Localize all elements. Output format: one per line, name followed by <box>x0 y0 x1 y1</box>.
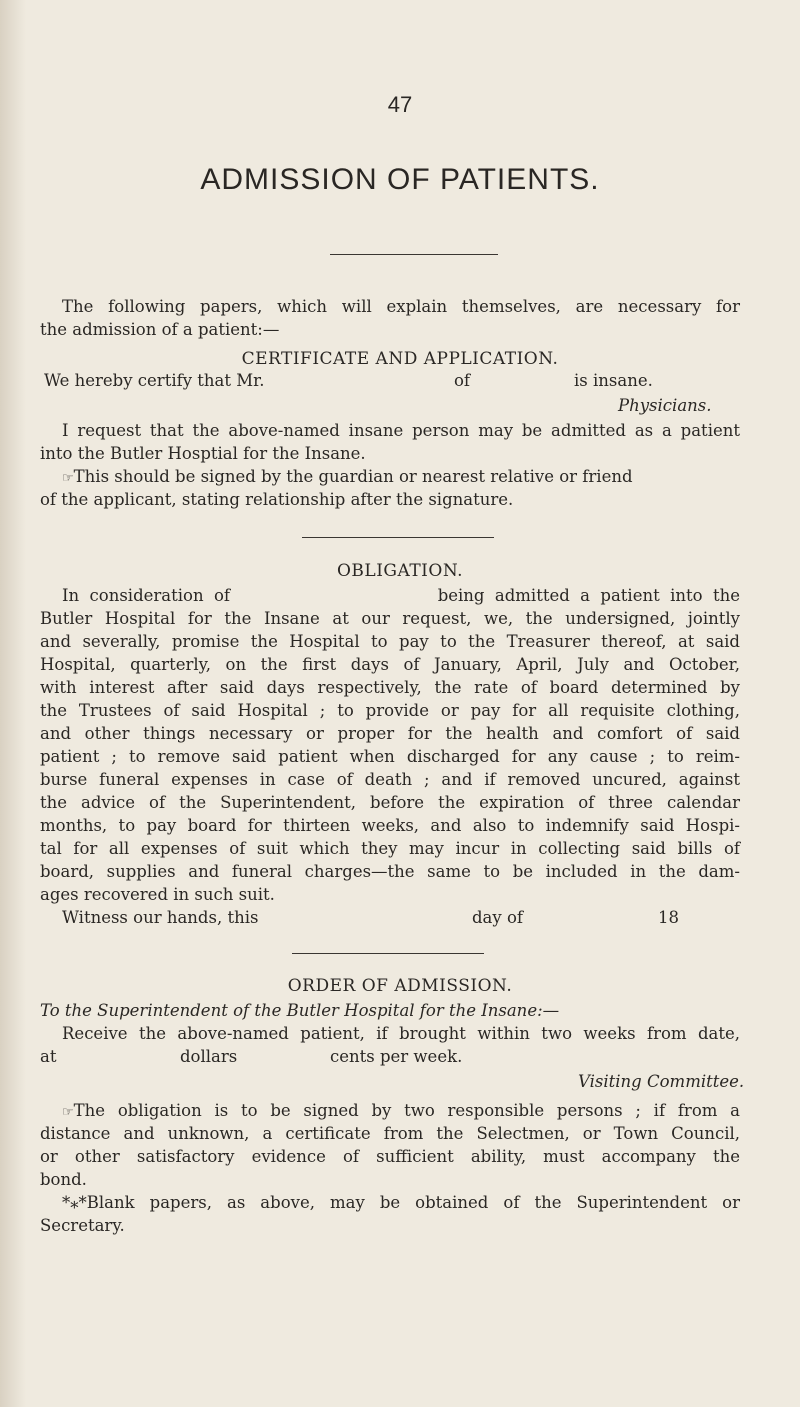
obligation-line: with interest after said days respectively, the rate of board determined by <box>40 678 740 697</box>
footnote-1-line: distance and unknown, a certificate from the Selectmen, or Town Council, <box>40 1124 740 1143</box>
order-dollars-text: dollars <box>180 1047 238 1066</box>
request-line-2: into the Butler Hosptial for the Insane. <box>40 444 366 463</box>
footnote-2-text: Blank papers, as above, may be obtained of the Superintendent or <box>86 1193 740 1212</box>
witness-text: Witness our hands, this <box>62 908 259 927</box>
order-cents-text: cents per week. <box>330 1047 463 1066</box>
order-at-text: at <box>40 1047 57 1066</box>
witness-day-text: day of <box>472 908 524 927</box>
footnote-1-line: or other satisfactory evidence of sufficient ability, must accompany the <box>40 1147 740 1166</box>
certificate-note-text: This should be signed by the guardian or nearest relative or friend <box>73 467 633 486</box>
intro-line-2: the admission of a patient:— <box>40 320 280 339</box>
certificate-note-line-1 <box>62 466 740 490</box>
obligation-line: tal for all expenses of suit which they may incur in collecting said bills of <box>40 839 740 858</box>
title-rule <box>330 254 498 255</box>
obligation-line: ages recovered in such suit. <box>40 885 275 904</box>
footnote-1-line-1 <box>62 1100 740 1124</box>
obligation-line: In consideration of being admitted a patient into the <box>62 586 740 605</box>
certify-text: We hereby certify that Mr. <box>44 371 265 390</box>
obligation-heading: OBLIGATION. <box>336 561 464 581</box>
asterism: *⁎* <box>62 1193 87 1212</box>
obligation-line: and severally, promise the Hospital to pay to the Treasurer thereof, at said <box>40 632 740 651</box>
footnote-2-line: Secretary. <box>40 1216 125 1235</box>
insane-text: is insane. <box>574 371 653 390</box>
obligation-line: and other things necessary or proper for the health and comfort of said <box>40 724 740 743</box>
page-number: 47 <box>387 92 413 117</box>
order-line-1: Receive the above-named patient, if brought within two weeks from date, <box>62 1024 740 1043</box>
section-rule-1 <box>302 537 494 538</box>
physicians-signature: Physicians. <box>618 396 712 415</box>
footnote-1-text: The obligation is to be signed by two responsible persons ; if from a <box>73 1101 740 1120</box>
footnote-1-line: bond. <box>40 1170 87 1189</box>
witness-year-text: 18 <box>658 908 679 927</box>
obligation-line: patient ; to remove said patient when discharged for any cause ; to reim- <box>40 747 740 766</box>
certificate-heading: CERTIFICATE AND APPLICATION. <box>241 349 559 369</box>
obligation-line: burse funeral expenses in case of death ; and if removed uncured, against <box>40 770 740 789</box>
section-rule-2 <box>292 953 484 954</box>
obligation-line: months, to pay board for thirteen weeks, and also to indemnify said Hospi- <box>40 816 740 835</box>
intro-line-1: The following papers, which will explain themselves, are necessary for <box>62 297 740 316</box>
certificate-note-line-2: of the applicant, stating relationship after the signature. <box>40 490 514 509</box>
pointing-hand-icon: ☞ <box>62 471 74 486</box>
obligation-line: Butler Hospital for the Insane at our request, we, the undersigned, jointly <box>40 609 740 628</box>
order-heading: ORDER OF ADMISSION. <box>287 976 513 996</box>
pointing-hand-icon: ☞ <box>62 1105 74 1120</box>
request-line-1: I request that the above-named insane person may be admitted as a patient <box>62 421 740 440</box>
obligation-line: board, supplies and funeral charges—the same to be included in the dam- <box>40 862 740 881</box>
page-title: ADMISSION OF PATIENTS. <box>200 163 600 196</box>
page-edge-shadow <box>0 0 26 1407</box>
committee-signature: Visiting Committee. <box>578 1072 745 1091</box>
obligation-line: Hospital, quarterly, on the first days of January, April, July and October, <box>40 655 740 674</box>
of-text: of <box>454 371 471 390</box>
obligation-line: the Trustees of said Hospital ; to provide or pay for all requisite clothing, <box>40 701 740 720</box>
obligation-line: the advice of the Superintendent, before the expiration of three calendar <box>40 793 740 812</box>
order-address: To the Superintendent of the Butler Hospital for the Insane:— <box>40 1001 560 1020</box>
footnote-2-line-1 <box>62 1192 740 1214</box>
